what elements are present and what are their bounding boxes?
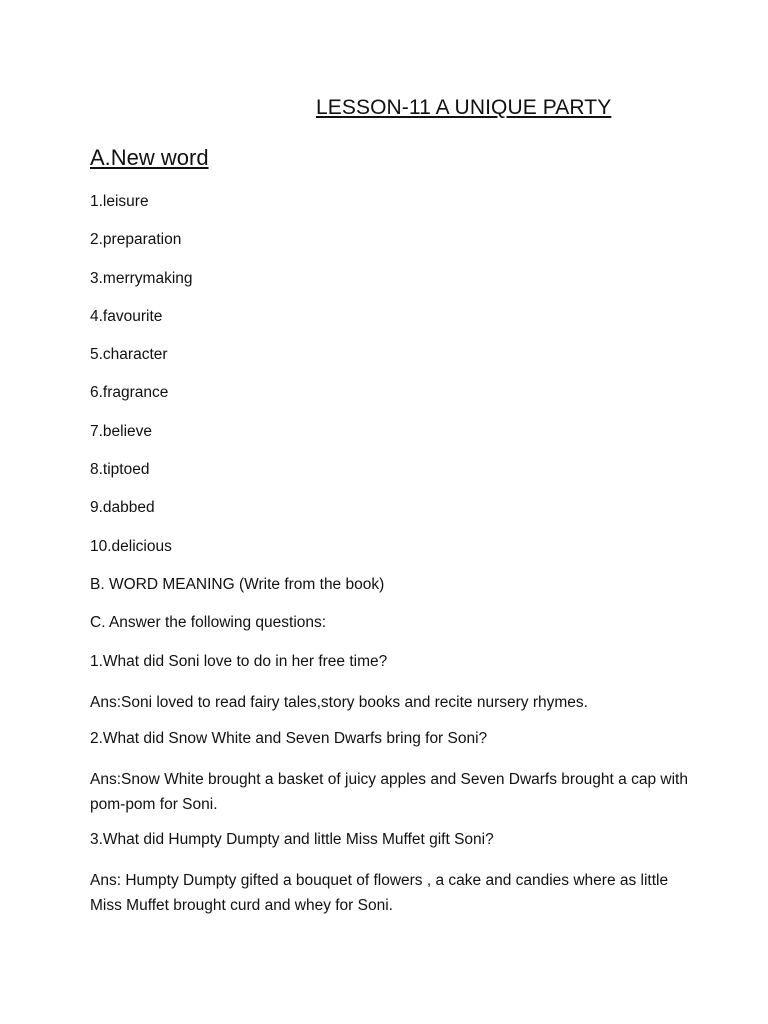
new-word-item: 2.preparation — [90, 231, 182, 249]
new-word-item: 8.tiptoed — [90, 461, 150, 479]
section-a-heading: A.New word — [90, 145, 209, 170]
lesson-title: LESSON-11 A UNIQUE PARTY — [316, 96, 612, 119]
new-word-item: 7.believe — [90, 422, 153, 440]
new-word-item: 4.favourite — [90, 307, 163, 325]
question-3: 3.What did Humpty Dumpty and little Miss Muffet gift Soni? — [90, 831, 494, 849]
new-word-item: 5.character — [90, 346, 168, 364]
question-1: 1.What did Soni love to do in her free time? — [90, 652, 388, 670]
document-body — [90, 192, 690, 931]
new-word-item: 10.delicious — [90, 537, 172, 555]
new-word-item: 9.dabbed — [90, 499, 155, 517]
section-b-heading: B. WORD MEANING (Write from the book) — [90, 575, 385, 593]
section-c-heading: C. Answer the following questions: — [90, 614, 327, 632]
answer-3: Ans: Humpty Dumpty gifted a bouquet of flowers , a cake and candies where as little Miss Muffet brought curd and whey for Soni. — [90, 872, 669, 915]
new-word-item: 1.leisure — [90, 193, 149, 210]
answer-2: Ans:Snow White brought a basket of juicy apples and Seven Dwarfs brought a cap with pom-pom for Soni. — [90, 771, 688, 814]
new-word-item: 3.merrymaking — [90, 269, 193, 287]
question-2: 2.What did Snow White and Seven Dwarfs bring for Soni? — [90, 729, 488, 747]
answer-1: Ans:Soni loved to read fairy tales,story books and recite nursery rhymes. — [90, 693, 588, 711]
new-word-item: 6.fragrance — [90, 384, 169, 402]
